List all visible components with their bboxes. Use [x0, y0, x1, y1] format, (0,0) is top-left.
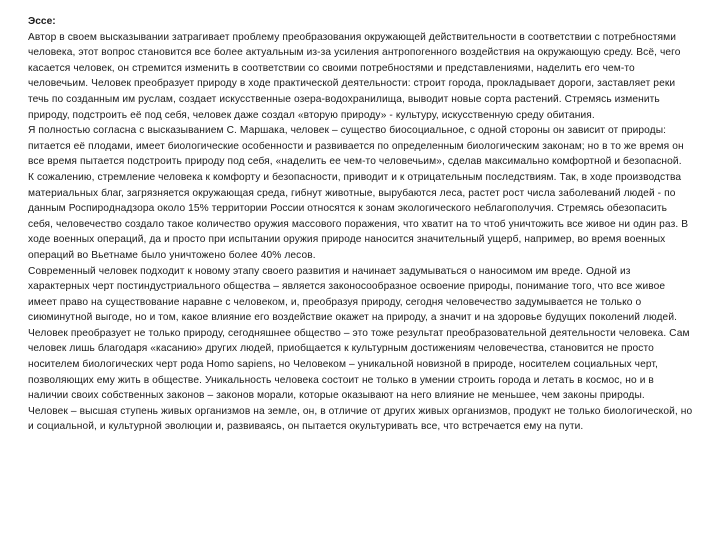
essay-paragraph-4: Современный человек подходит к новому этапу своего развития и начинает задумываться о наносимом им вреде. Одной из характерных черт постиндустриального общества – является законосообразное освоение природы, понимание того, что все живое имеет право на существование наравне с человеком, и, преобразуя природу, сегодня человечество задумывается не только о сиюминутной выгоде, но и том, какое влияние его воздействие окажет на природу, а значит и на здоровье будущих поколений людей.	[28, 265, 678, 324]
essay-paragraph-6: Человек – высшая ступень живых организмов на земле, он, в отличие от других живых организмов, продукт не только биологической, но и социальной, и культурной эволюции и, развиваясь, он пытается окультуривать все, что встречается ему на пути.	[28, 405, 693, 433]
essay-paragraph-2: Я полностью согласна с высказыванием С. Маршака, человек – существо биосоциальное, с одной стороны он зависит от природы: питается её плодами, имеет биологические особенности и развивается по определенным биологическим законам; но в то же время он все время пытается подстроить природу под себя, «наделить ее чем-то человечьим», сделав максимально комфортной и безопасной.	[28, 125, 684, 168]
essay-paragraph-5: Человек преобразует не только природу, сегодняшнее общество – это тоже результат преобразовательной деятельности человека. Сам человек лишь благодаря «касанию» других людей, приобщается к культурным достижениям человечества, становится не просто носителем биологических черт рода Homo sapiens, но Человеком – уникальной новизной в природе, носителем социальных черт, позволяющих ему жить в обществе. Уникальность человека состоит не только в умении строить города и летать в космос, но и в наличии своих собственных законов – законов морали, которые оказывают на него влияние не меньшее, чем законы природы.	[28, 327, 690, 402]
essay-title: Эссе:	[28, 16, 56, 27]
essay-paragraph-1: Автор в своем высказывании затрагивает проблему преобразования окружающей действительности в соответствии с потребностями человека, этот вопрос становится все более актуальным из-за усиления антропогенного воздействия на окружающую среду. Всё, чего касается человек, он стремится изменить в соответствии со своими потребностями и представлениями, наделить его чем-то человечьим. Человек преобразует природу в ходе практической деятельности: строит города, прокладывает дороги, заставляет реки течь по созданным им руслам, создает искусственные озера-водохранилища, выводит новые сорта растений. Стремясь изменить природу, подстроить её под себя, человек даже создал «вторую природу» - культуру, искусственную среду обитания.	[28, 31, 681, 121]
essay-paragraph-3: К сожалению, стремление человека к комфорту и безопасности, приводит и к отрицательным последствиям. Так, в ходе производства материальных благ, загрязняется окружающая среда, гибнут животные, вырубаются леса, растет рост числа заболеваний людей - по данным Роспироднадзора около 15% территории России относятся к зонам экологического неблагополучия. Стремясь обезопасить себя, человечество создало такое количество оружия массового поражения, что хватит на то чтоб уничтожить все живое ни один раз. В ходе военных операций, да и просто при испытании оружия природе наносится значительный ущерб, например, во время военных операций во Вьетнаме было уничтожено более 40% лесов.	[28, 171, 689, 261]
